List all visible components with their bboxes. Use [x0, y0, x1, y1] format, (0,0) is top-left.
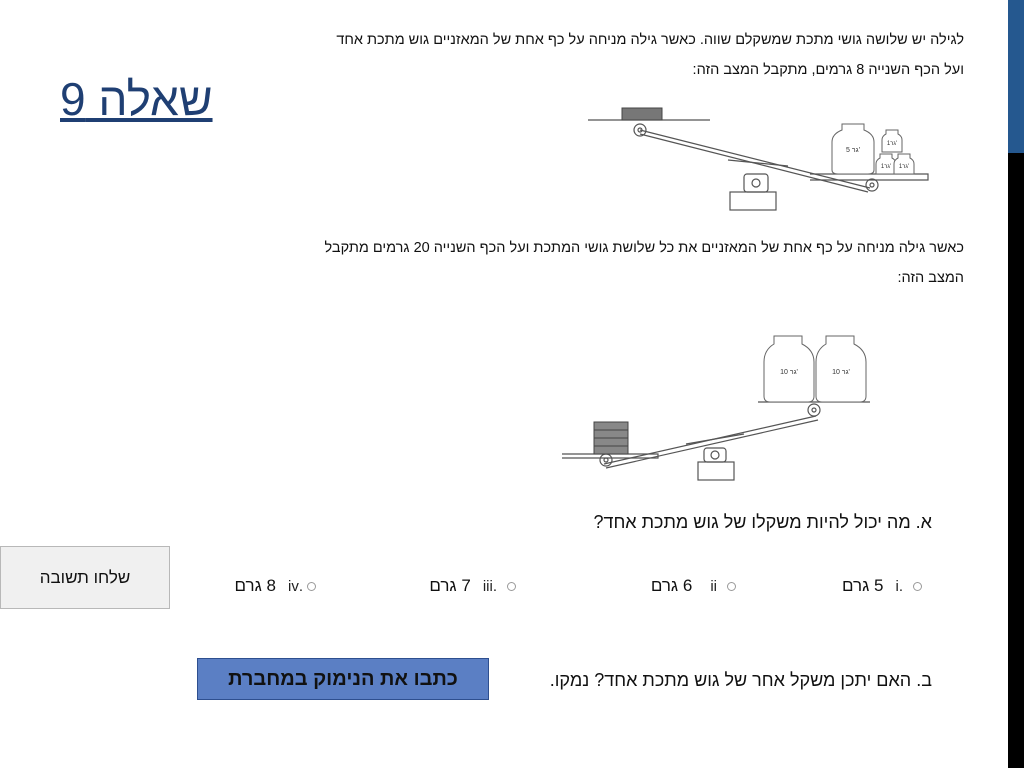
intro-paragraph: לגילה יש שלושה גושי מתכת שמשקלם שווה. כאשר גילה מניחה על כף אחת של המאזניים גוש מתכת אחד ועל הכף השנייה 8 גרמים, מתקבל המצב הזה: — [336, 32, 964, 78]
balance-scale-2 — [558, 330, 878, 482]
radio-i[interactable] — [913, 582, 922, 591]
weight-5g-label: 5 גר' — [846, 147, 860, 154]
option-ii[interactable] — [645, 574, 736, 598]
weight-10g-label: 10 גר' — [832, 369, 850, 376]
weight-1g-label: 1גר' — [886, 141, 898, 147]
weight-1g-label: 1גר' — [880, 164, 892, 170]
metal-blocks-stack — [594, 422, 628, 454]
option-numeral: .i — [895, 577, 903, 595]
option-i[interactable] — [836, 574, 922, 598]
scale-base — [730, 192, 776, 210]
write-in-notebook-label: כתבו את הנימוק במחברת — [197, 658, 489, 700]
question-title: שאלה 9 — [60, 73, 213, 125]
option-numeral: .iii — [482, 577, 497, 595]
radio-iv[interactable] — [307, 582, 316, 591]
weight-10g-label: 10 גר' — [780, 369, 798, 376]
beam-plate — [728, 160, 788, 166]
right-pivot — [866, 179, 878, 191]
option-value: 7 גרם — [429, 576, 471, 595]
fulcrum-block — [744, 174, 768, 192]
submit-answer-button[interactable]: שלחו תשובה — [0, 546, 170, 609]
second-paragraph: כאשר גילה מניחה על כף אחת של המאזניים את כל שלושת גושי המתכת ועל הכף השנייה 20 גרמים מתקבל המצב הזה: — [324, 240, 964, 286]
option-iv[interactable] — [228, 574, 316, 598]
question-b-text: ב. האם יתכן משקל אחר של גוש מתכת אחד? נמקו. — [549, 670, 932, 690]
option-value: 8 גרם — [234, 576, 276, 595]
side-dark-bar — [1008, 153, 1024, 768]
option-value: 5 גרם — [841, 576, 884, 595]
scale-base — [698, 462, 734, 480]
option-iii[interactable] — [423, 574, 516, 598]
weight-1g-label: 1גר' — [898, 164, 910, 170]
scale-beam-bottom — [606, 420, 818, 468]
side-accent-bar — [1008, 0, 1024, 153]
question-a-text: א. מה יכול להיות משקלו של גוש מתכת אחד? — [593, 512, 932, 532]
radio-iii[interactable] — [507, 582, 516, 591]
option-numeral: .iv — [287, 577, 303, 595]
radio-ii[interactable] — [727, 582, 736, 591]
option-value: 6 גרם — [650, 576, 693, 595]
left-pivot — [600, 454, 612, 466]
fulcrum-block — [704, 448, 726, 462]
metal-block-weight — [622, 108, 662, 120]
option-numeral: ii — [710, 577, 717, 595]
balance-scale-1 — [580, 100, 940, 215]
right-pivot — [808, 404, 820, 416]
